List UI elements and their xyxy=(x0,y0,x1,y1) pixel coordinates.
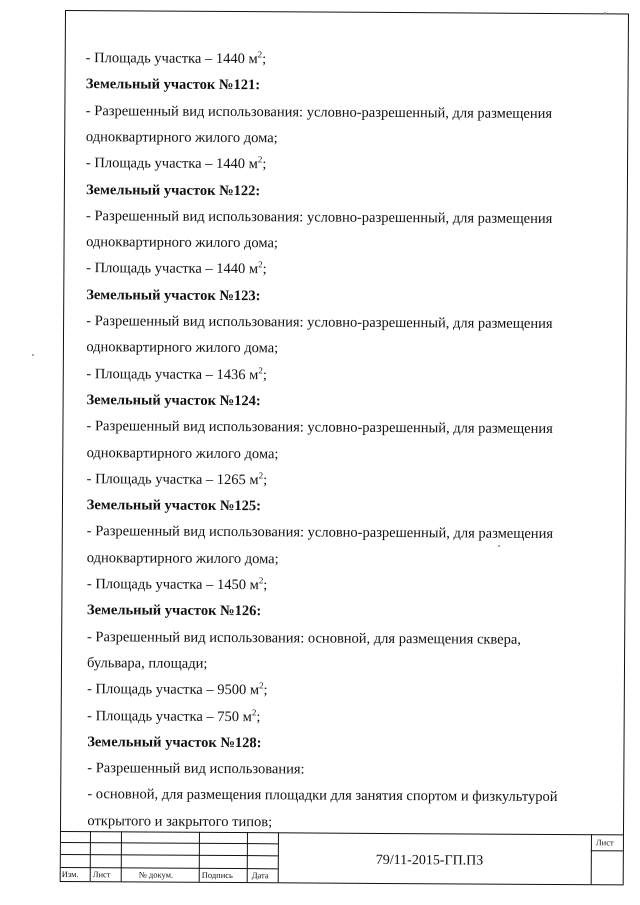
scan-speck xyxy=(604,12,606,14)
text-line: - Разрешенный вид использования: условно-разрешенный, для размещения xyxy=(86,313,553,332)
text-line: - Разрешенный вид использования: условно-разрешенный, для размещения xyxy=(86,418,553,438)
col-change-label: Изм. xyxy=(61,868,79,880)
text-line: - Площадь участка – 1265 $м^2$; xyxy=(86,470,268,489)
document-body xyxy=(85,49,608,830)
superscript: 2 xyxy=(257,154,263,165)
title-block xyxy=(61,831,623,884)
text-line: - Разрешенный вид использования: условно-разрешенный, для размещения xyxy=(86,523,554,543)
text-line: - Площадь участка – 1440 $м^2$; xyxy=(85,49,267,68)
section-heading: Земельный участок №121: xyxy=(85,76,261,94)
text-line: одноквартирного жилого дома; xyxy=(86,444,279,462)
text-line: бульвара, площади; xyxy=(87,655,208,672)
text-line: - Площадь участка – 1436 $м^2$; xyxy=(86,364,267,383)
text-line: - Площадь участка – 1450 $м^2$; xyxy=(86,575,268,594)
text-line: - Площадь участка – 1440 $м^2$; xyxy=(86,259,267,278)
text-line: - Разрешенный вид использования: условно-разрешенный, для размещения xyxy=(86,207,553,227)
superscript: 2 xyxy=(258,364,263,375)
text-line: - основной, для размещения площадки для занятия спортом и физкультурой xyxy=(87,786,558,806)
col-signature-label: Подпись xyxy=(201,869,233,881)
scan-speck xyxy=(32,354,34,356)
text-line: одноквартирного жилого дома; xyxy=(85,129,278,147)
sheet-label: Лист xyxy=(595,837,614,848)
superscript: 2 xyxy=(258,470,264,481)
text-line: одноквартирного жилого дома; xyxy=(86,549,279,568)
text-line: одноквартирного жилого дома; xyxy=(86,339,279,357)
text-line: - Площадь участка – 9500 $м^2$; xyxy=(87,680,268,699)
superscript: 2 xyxy=(257,49,263,60)
text-line: открытого и закрытого типов; xyxy=(87,812,273,830)
col-sheet-label: Лист xyxy=(92,869,111,880)
text-line: - Разрешенный вид использования: xyxy=(87,760,305,778)
text-line: - Разрешенный вид использования: условно-разрешенный, для размещения xyxy=(85,102,553,122)
scan-speck xyxy=(498,545,500,547)
section-heading: Земельный участок №122: xyxy=(85,181,261,199)
superscript: 2 xyxy=(259,680,264,691)
superscript: 2 xyxy=(251,706,257,717)
section-heading: Земельный участок №126: xyxy=(86,602,262,620)
text-line: - Площадь участка – 1440 $м^2$; xyxy=(85,154,267,173)
superscript: 2 xyxy=(258,259,263,270)
superscript: 2 xyxy=(258,575,264,586)
document-code: 79/11-2015-ГП.ПЗ xyxy=(375,852,484,869)
text-line: - Разрешенный вид использования: основной, для размещения сквера, xyxy=(86,628,522,648)
section-heading: Земельный участок №123: xyxy=(86,286,261,304)
text-line: одноквартирного жилого дома; xyxy=(86,234,279,252)
text-line: - Площадь участка – 750 $м^2$; xyxy=(87,706,261,725)
section-heading: Земельный участок №128: xyxy=(87,733,262,752)
page-frame xyxy=(60,10,629,885)
section-heading: Земельный участок №125: xyxy=(86,497,262,515)
col-doc-number-label: № докум. xyxy=(138,869,174,880)
section-heading: Земельный участок №124: xyxy=(86,392,261,410)
col-date-label: Дата xyxy=(251,870,269,881)
